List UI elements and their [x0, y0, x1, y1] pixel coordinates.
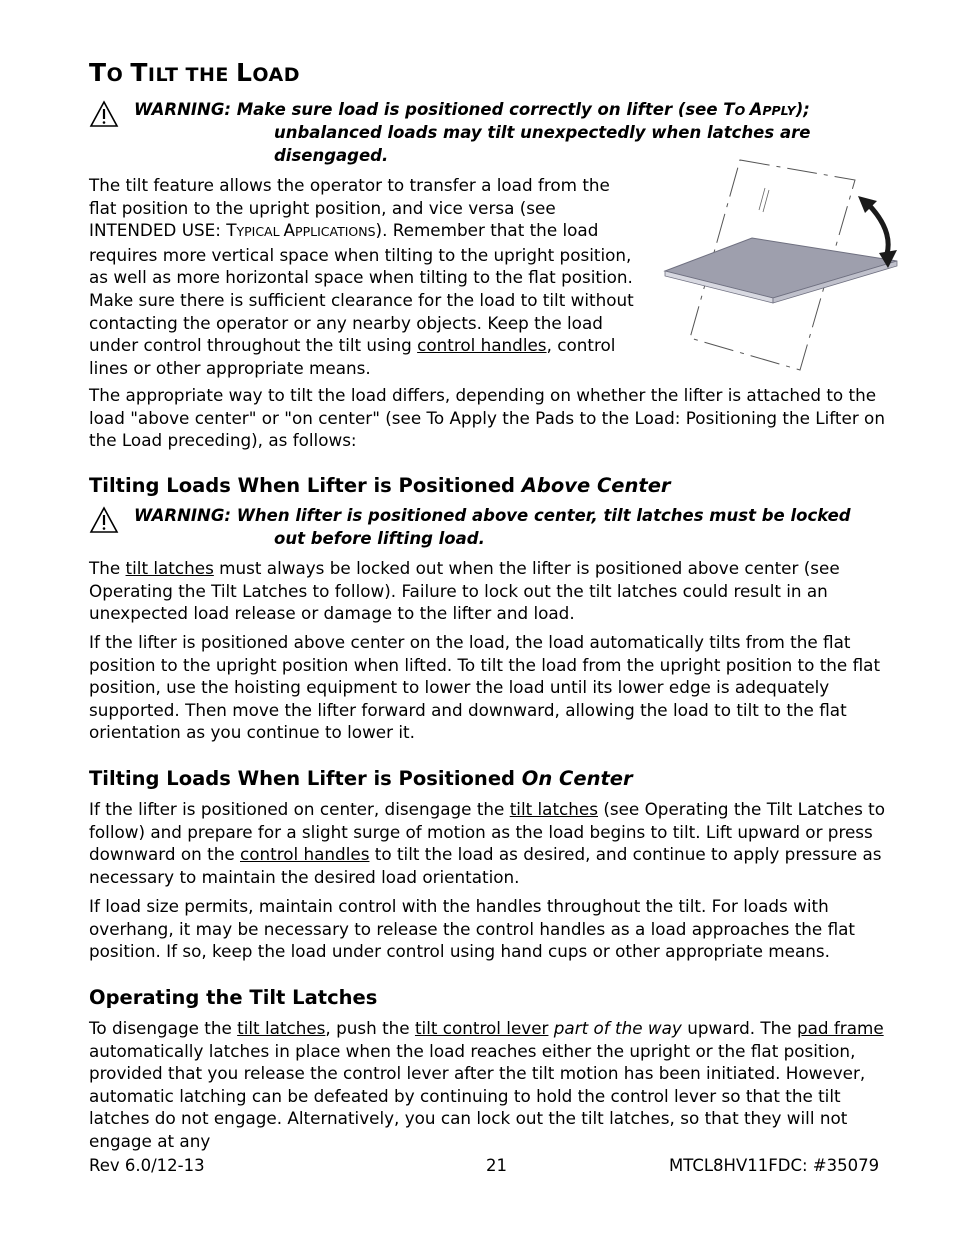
section-heading-tilt-latches: Operating the Tilt Latches: [89, 986, 378, 1009]
warning-2-line-2: out before lifting load.: [274, 529, 485, 548]
control-handles-term: control handles: [417, 335, 547, 356]
warning-1-line-2: unbalanced loads may tilt unexpectedly when latches are: [274, 123, 811, 142]
title-part: OAD: [252, 64, 301, 86]
warning-1-line-1: WARNING: Make sure load is positioned correctly on lifter (see TO APPLY);: [134, 100, 810, 119]
title-part: T: [89, 58, 107, 87]
warning-triangle-icon: [89, 100, 119, 128]
page-title: [89, 58, 300, 87]
footer-model-number: MTCL8HV11FDC: #35079: [669, 1156, 880, 1175]
approach-paragraph: The appropriate way to tilt the load differs, depending on whether the lifter is attached to the load "above center" or "on center" (see To Apply the Pads to the Load: Positioning the Lifter on the Load preceding), as follows:: [89, 385, 885, 451]
warning-2-line-1: WARNING: When lifter is positioned above center, tilt latches must be locked: [134, 506, 851, 525]
section-heading-on-center: Tilting Loads When Lifter is Positioned On Center: [89, 767, 633, 790]
tilt-control-lever-term: tilt control lever: [414, 1018, 549, 1038]
pad-frame-term: pad frame: [796, 1018, 884, 1038]
tilt-latches-term: tilt latches: [509, 799, 598, 819]
above-center-paragraph-1: The tilt latches must always be locked out when the lifter is positioned above center (see Operating the Tilt Latches to follow). Failure to lock out the tilt latches could result in an unexpected load release or damage to the lifter and load.: [89, 558, 840, 624]
control-handles-term: control handles: [240, 844, 370, 865]
intro-paragraph: The tilt feature allows the operator to transfer a load from the flat position to the upright position, and vice versa (see INTENDED USE: TYPICAL APPLICATIONS). Remember that the load requires more vertical space when tilting to the upright position, as well as more horizontal space when tilting to the flat position. Make sure there is sufficient clearance for the load to tilt without contacting the operator or any nearby objects. Keep the load under control throughout the tilt using control handles, control lines or other appropriate means.: [89, 175, 634, 378]
title-part: ILT THE: [147, 64, 236, 86]
tilt-load-illustration: [655, 158, 905, 373]
title-part: L: [235, 58, 253, 87]
warning-1-line-3: disengaged.: [274, 146, 389, 165]
warning-triangle-icon: [89, 506, 119, 534]
section-heading-above-center: Tilting Loads When Lifter is Positioned Above Center: [89, 474, 671, 497]
title-part: T: [130, 58, 148, 87]
above-center-paragraph-2: If the lifter is positioned above center on the load, the load automatically tilts from the flat position to the upright position when lifted. To tilt the load from the upright position to the flat position, use the hoisting equipment to lower the load until its lower edge is adequately supported. Then move the lifter forward and downward, allowing the load to tilt to the flat orientation as you continue to lower it.: [89, 632, 881, 743]
on-center-paragraph-2: If load size permits, maintain control with the handles throughout the tilt. For loads with overhang, it may be necessary to release the control handles as a load approaches the flat position. If so, keep the load under control using hand cups or other appropriate means.: [89, 896, 856, 962]
title-part: O: [106, 64, 131, 86]
tilt-latches-paragraph: To disengage the tilt latches, push the tilt control lever part of the way upward. The pad frame automatically latches in place when the load reaches either the upright or the flat position, provided that you release the control lever after the tilt motion has been initiated. However, automatic latching can be defeated by continuing to hold the control lever so that the tilt latches do not engage. Alternatively, you can lock out the tilt latches, so that they will not engage at any: [89, 1018, 884, 1151]
tilt-latches-term: tilt latches: [237, 1018, 326, 1038]
footer-page-number: 21: [486, 1156, 507, 1175]
tilt-latches-term: tilt latches: [125, 558, 214, 578]
on-center-paragraph-1: If the lifter is positioned on center, disengage the tilt latches (see Operating the Tilt Latches to follow) and prepare for a slight surge of motion as the load begins to tilt. Lift upward or press downward on the control handles to tilt the load as desired, and continue to apply pressure as necessary to maintain the desired load orientation.: [89, 799, 885, 887]
footer-revision: Rev 6.0/12-13: [89, 1156, 205, 1175]
